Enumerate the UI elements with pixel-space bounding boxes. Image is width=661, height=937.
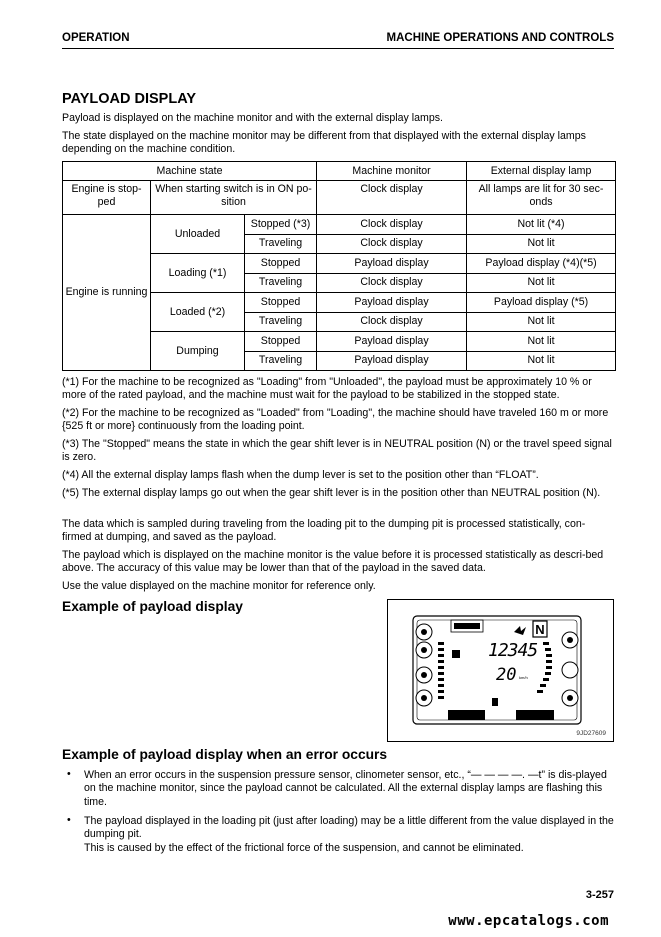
intro-paragraph-1: Payload is displayed on the machine monitor and with the external display lamps. bbox=[62, 112, 443, 124]
error-heading: Example of payload display when an error occurs bbox=[62, 747, 388, 762]
table-cell-group: Dumping bbox=[151, 332, 245, 371]
table-cell: Payload display bbox=[317, 351, 467, 371]
table-cell: Not lit bbox=[467, 351, 616, 371]
bullet-text-1: When an error occurs in the suspension pressure sensor, clinometer sensor, etc., “— — — —. —t” is dis-played on the machine monitor, since the payload cannot be calculated. All the external display lamps are flashing this time. bbox=[84, 769, 607, 808]
unit-label: km/h bbox=[519, 675, 528, 680]
payload-readout: 20 bbox=[496, 665, 517, 685]
table-cell: Traveling bbox=[245, 351, 317, 371]
table-cell: When starting switch is in ON po-sition bbox=[151, 181, 317, 215]
reference-paragraph: Use the value displayed on the machine monitor for reference only. bbox=[62, 580, 376, 592]
table-cell-group: Loading (*1) bbox=[151, 254, 245, 293]
table-cell: All lamps are lit for 30 sec-onds bbox=[467, 181, 616, 215]
table-cell: Not lit bbox=[467, 312, 616, 332]
example-heading: Example of payload display bbox=[62, 599, 243, 614]
table-cell: Payload display (*4)(*5) bbox=[467, 254, 616, 274]
payload-state-table bbox=[62, 161, 616, 371]
note-5: (*5) The external display lamps go out when the gear shift lever is in the position other than NEUTRAL position (N). bbox=[62, 487, 601, 499]
table-cell-running: Engine is running bbox=[63, 215, 151, 371]
table-cell: Stopped bbox=[245, 332, 317, 352]
bullet-text-2-extra: This is caused by the effect of the frictional force of the suspension, and cannot be eliminated. bbox=[84, 842, 524, 854]
table-cell: Clock display bbox=[317, 215, 467, 235]
note-4: (*4) All the external display lamps flash when the dump lever is set to the position other than “FLOAT”. bbox=[62, 469, 539, 481]
monitor-figure bbox=[387, 599, 614, 742]
watermark: www.epcatalogs.com bbox=[448, 913, 609, 929]
table-cell: Not lit (*4) bbox=[467, 215, 616, 235]
note-1: (*1) For the machine to be recognized as "Loading" from "Unloaded", the payload must be approximately 10 % or more of the rated payload, and the machine must wait for the payload to be stabilized in the stopped state. bbox=[62, 376, 592, 402]
table-cell: Traveling bbox=[245, 312, 317, 332]
table-cell: Payload display bbox=[317, 332, 467, 352]
bullet-marker: • bbox=[67, 814, 71, 826]
note-2: (*2) For the machine to be recognized as "Loaded" from "Loading", the machine should have traveled 160 m or more {525 ft or more} continuously from the loading point. bbox=[62, 407, 609, 433]
table-cell: Clock display bbox=[317, 181, 467, 215]
gear-letter: N bbox=[535, 622, 545, 637]
table-header-row bbox=[63, 162, 616, 181]
header-rule bbox=[62, 48, 614, 49]
table-row bbox=[63, 181, 616, 215]
table-cell: Clock display bbox=[317, 312, 467, 332]
table-cell: Payload display bbox=[317, 254, 467, 274]
table-cell: Not lit bbox=[467, 273, 616, 293]
table-cell: Clock display bbox=[317, 234, 467, 254]
bottom-left-readout bbox=[448, 710, 485, 720]
table-cell: Stopped (*3) bbox=[245, 215, 317, 235]
table-cell: Stopped bbox=[245, 254, 317, 274]
table-cell: Payload display bbox=[317, 293, 467, 313]
page-title: PAYLOAD DISPLAY bbox=[62, 91, 197, 107]
right-gauge-lamp-2 bbox=[562, 662, 578, 678]
table-cell: Payload display (*5) bbox=[467, 293, 616, 313]
table-cell: Stopped bbox=[245, 293, 317, 313]
table-cell: Engine is stop-ped bbox=[63, 181, 151, 215]
table-cell: Not lit bbox=[467, 332, 616, 352]
note-3: (*3) The "Stopped" means the state in which the gear shift lever is in NEUTRAL position (N) or the travel speed signal is zero. bbox=[62, 438, 612, 464]
table-header-cell: Machine state bbox=[63, 162, 317, 181]
header-section-title: OPERATION bbox=[62, 32, 130, 44]
table-cell-group: Loaded (*2) bbox=[151, 293, 245, 332]
table-cell: Traveling bbox=[245, 273, 317, 293]
machine-monitor-illustration bbox=[388, 600, 613, 741]
table-cell: Not lit bbox=[467, 234, 616, 254]
indicator-icon-2 bbox=[492, 698, 498, 706]
main-readout: 12345 bbox=[488, 640, 538, 661]
accuracy-paragraph: The payload which is displayed on the machine monitor is the value before it is processed statistically as descri-bed above. The accuracy of this value may be lower than that of the payload in the saved data. bbox=[62, 549, 604, 575]
bullet-marker: • bbox=[67, 768, 71, 780]
table-header-cell: Machine monitor bbox=[317, 162, 467, 181]
table-cell: Clock display bbox=[317, 273, 467, 293]
figure-code: 9JD27609 bbox=[576, 730, 606, 737]
data-paragraph: The data which is sampled during traveling from the loading pit to the dumping pit is processed statistically, con-firmed at dumping, and saved as the payload. bbox=[62, 518, 586, 544]
page-number: 3-257 bbox=[585, 889, 614, 901]
indicator-icon-1 bbox=[452, 650, 460, 658]
bullet-text-2: The payload displayed in the loading pit (just after loading) may be a little different from the value displayed in the dumping pit. bbox=[84, 815, 614, 841]
table-row bbox=[63, 215, 616, 235]
header-chapter-title: MACHINE OPERATIONS AND CONTROLS bbox=[386, 32, 614, 44]
table-cell-group: Unloaded bbox=[151, 215, 245, 254]
bottom-right-readout bbox=[516, 710, 554, 720]
intro-paragraph-2: The state displayed on the machine monitor may be different from that displayed with the external display lamps depending on the machine condition. bbox=[62, 130, 586, 156]
table-header-cell: External display lamp bbox=[467, 162, 616, 181]
table-cell: Traveling bbox=[245, 234, 317, 254]
